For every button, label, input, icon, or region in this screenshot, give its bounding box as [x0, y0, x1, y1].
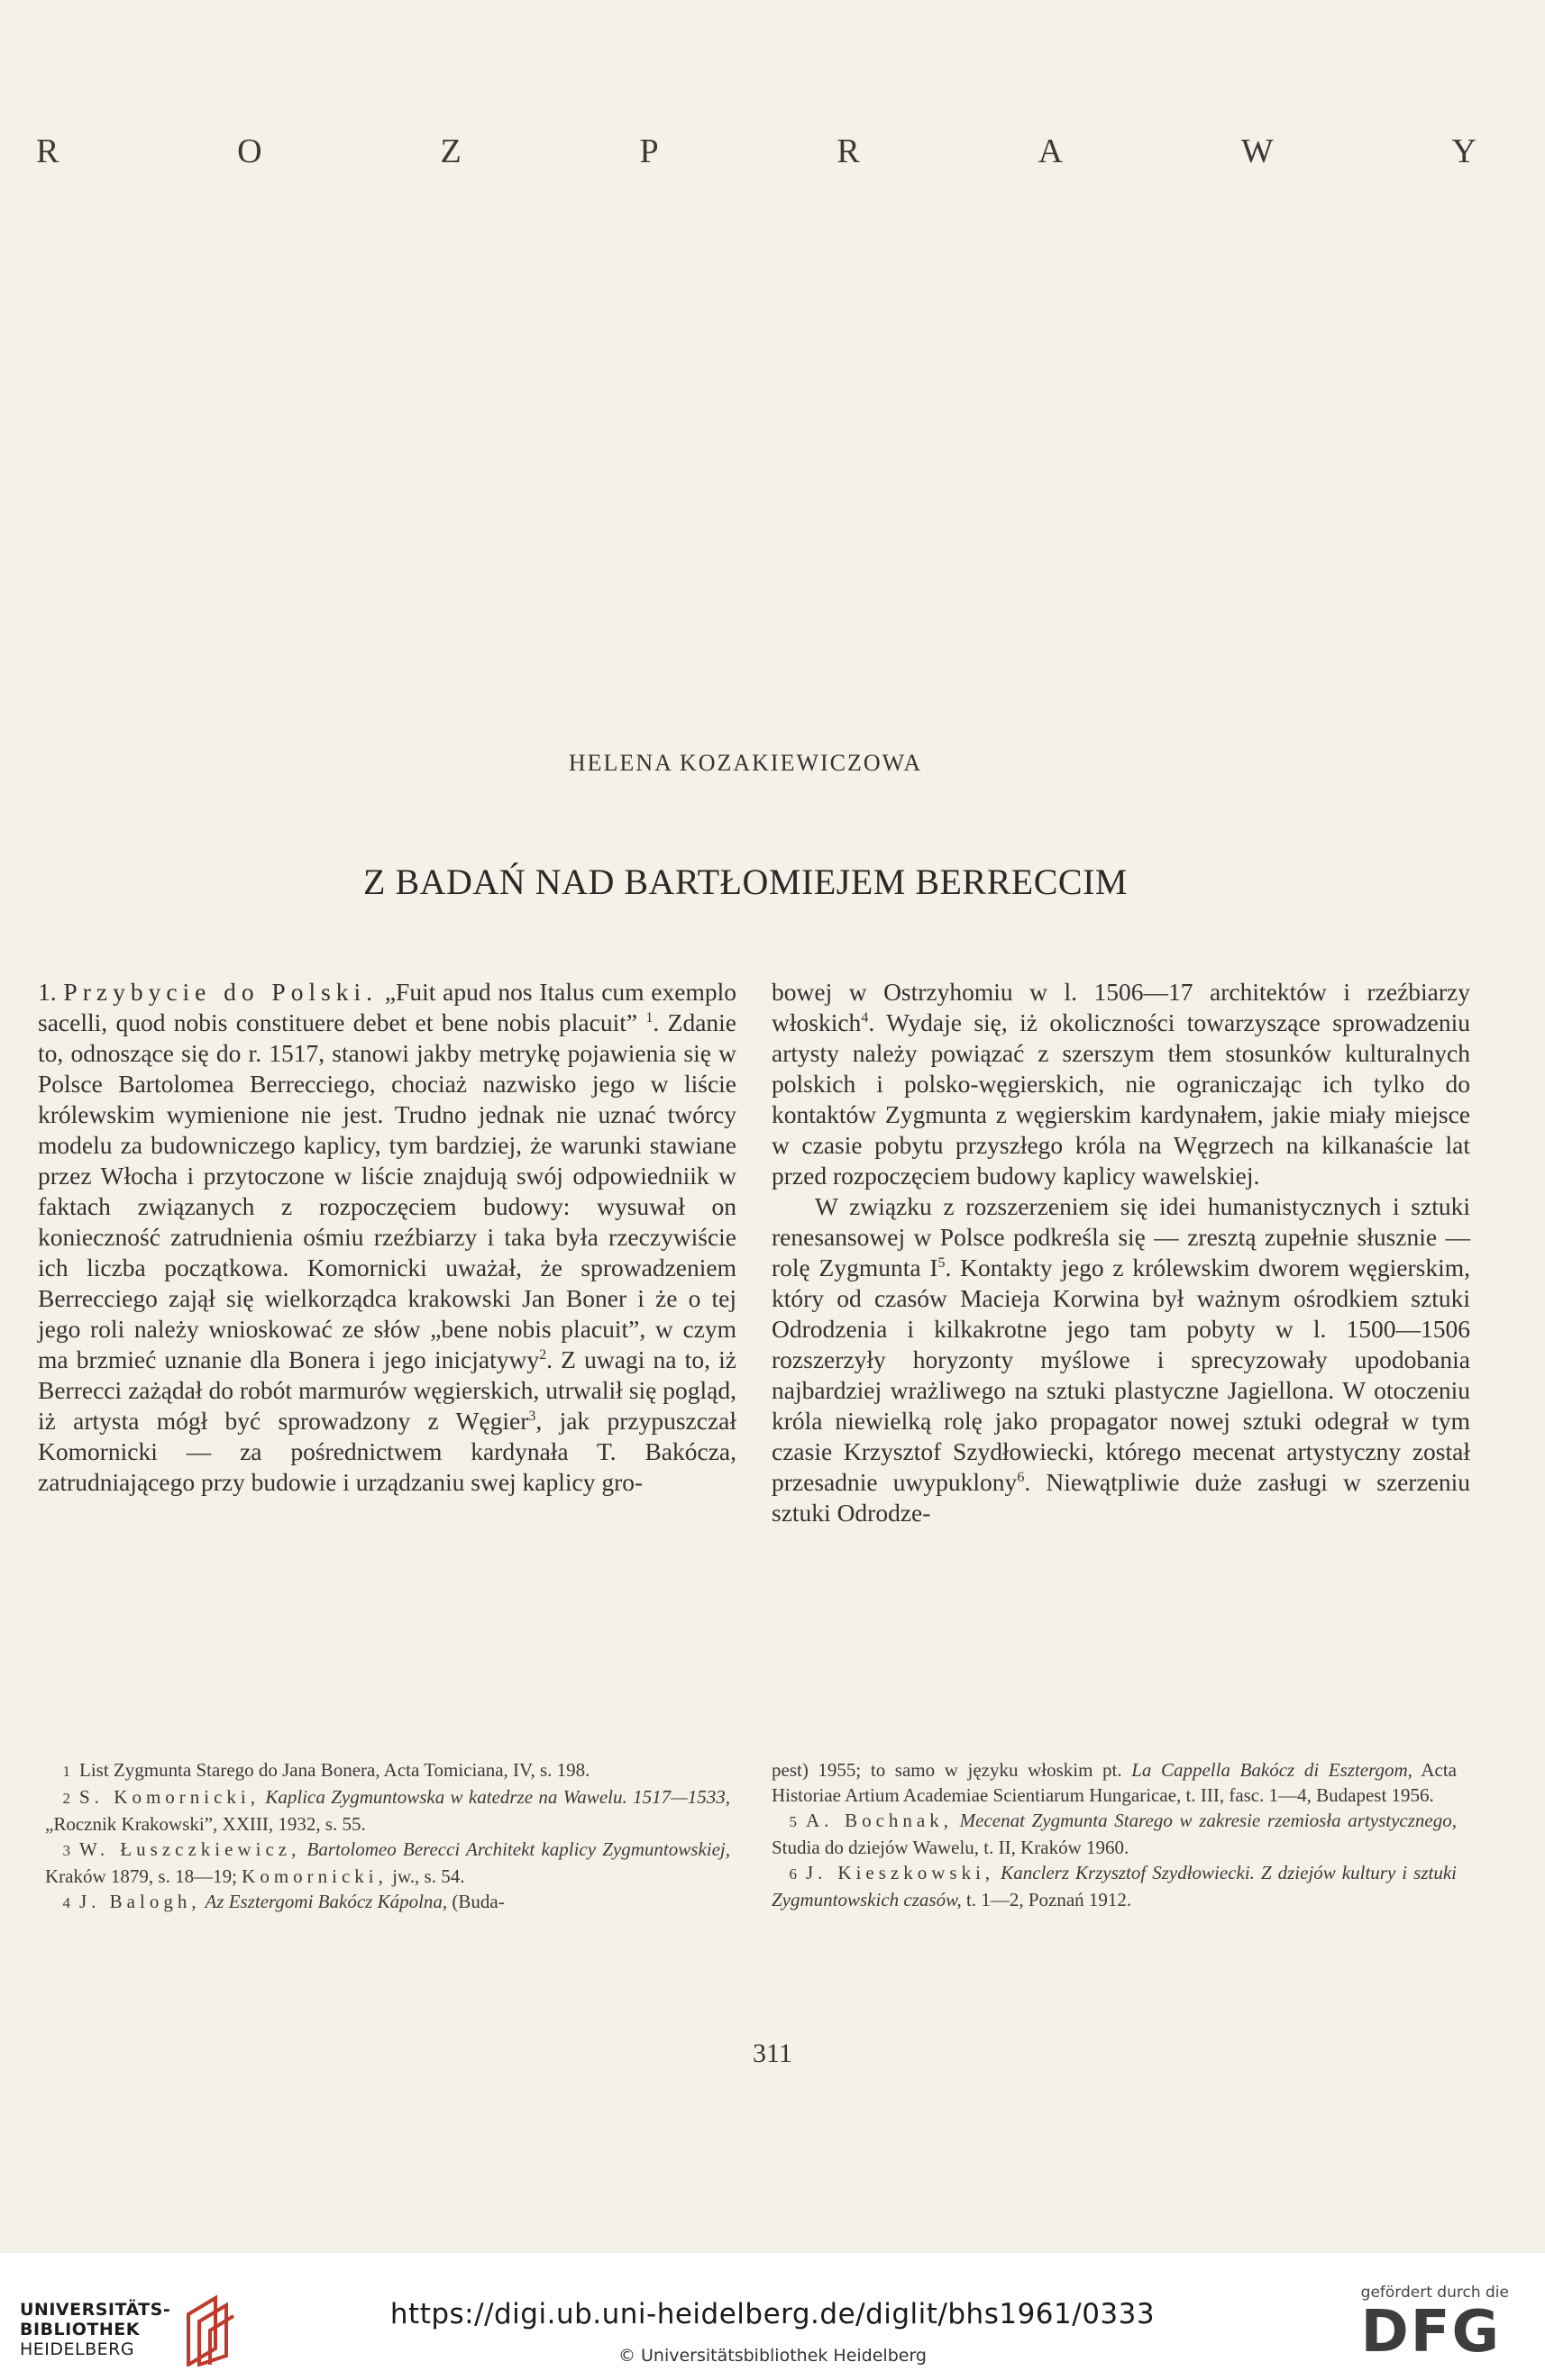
library-name-line: HEIDELBERG	[20, 2339, 135, 2359]
footnotes-right	[772, 1757, 1457, 1912]
header-letter: R	[36, 132, 61, 170]
article-author: HELENA KOZAKIEWICZOWA	[568, 750, 923, 776]
footnote: 1 List Zygmunta Starego do Jana Bonera, Acta Tomiciana, IV, s. 198.	[62, 1759, 590, 1781]
header-letter: R	[836, 132, 862, 170]
paragraph: W związku z rozszerzeniem się idei humanistycznych i sztuki renesansowej w Polsce podkreśla się — zresztą zupełnie słusznie — rolę Zygmunta $I^5$. Kontakty jego z królewskim dworem węgierskim, który od czasów Macieja Korwina był ważnym ośrodkiem sztuki Odrodzenia i kilkakrotne jego tam pobyty w l. 1500—1506 rozszerzyły horyzonty myślowe i sprecyzowały upodobania najbardziej wrażliwego na sztuki plastyczne Jagiellona. W otoczeniu króla niewielką rolę jako propagator nowej sztuki odegrał w tym czasie Krzysztof Szydłowiecki, którego mecenat artystyczny został przesadnie uwypuklony$^6$. Niewątpliwie duże zasługi w szerzeniu sztuki Odrodze-	[772, 1192, 1470, 1527]
footnote: 3 W. Łuszczkiewicz, Bartolomeo Berecci Architekt kaplicy Zygmuntowskiej, Kraków 1879, s. 18—19; Komornicki, jw., s. 54.	[45, 1838, 731, 1887]
dfg-wordmark: DFG	[1360, 2299, 1502, 2366]
footnote-ref[interactable]: 1	[645, 1009, 654, 1026]
copyright-notice: © Universitätsbibliothek Heidelberg	[617, 2346, 927, 2366]
text-column-right	[772, 977, 1470, 1528]
paragraph: 1. Przybycie do Polski. „Fuit apud nos Italus cum exemplo sacelli, quod nobis constituere debet et bene nobis placuit” $^1$. Zdanie to, odnoszące się do r. 1517, stanowi jakby metrykę pojawienia się w Polsce Bartolomea Berrecciego, chociaż nazwisko jego w liście królewskim wymienione nie jest. Trudno jednak nie uznać twórcy modelu za budowniczego kaplicy, tym bardziej, że warunki stawiane przez Włocha i przytoczone w liście znajdują swój odpowiedniik w faktach związanych z rozpoczęciem budowy: wysuwał on konieczność zatrudnienia ośmiu rzeźbiarzy i taka była rzeczywiście ich liczba początkowa. Komornicki uważał, że sprowadzeniem Berrecciego zajął się wielkorządca krakowski Jan Boner i że o tej jego roli należy wnioskować ze słów „bene nobis placuit”, w czym ma brzmieć uznanie dla Bonera i jego inicjatywy$^2$. Z uwagi na to, iż Berrecci zażądał do robót marmurów węgierskich, utrwalił się pogląd, iż artysta mógł być sprowadzony z Węgier$^3$, jak przypuszczał Komornicki — za pośrednictwem kardynała T. Bakócza, zatrudniającego przy budowie i urządzaniu swej kaplicy gro-	[38, 978, 737, 1496]
footnote-ref[interactable]: 5	[937, 1254, 946, 1271]
footnote-ref[interactable]: 6	[1017, 1469, 1025, 1485]
header-letter: Y	[1451, 132, 1478, 170]
footnote: 2 S. Komornicki, Kaplica Zygmuntowska w katedrze na Wawelu. 1517—1533, „Rocznik Krakowski”, XXIII, 1932, s. 55.	[45, 1786, 730, 1835]
permalink-url[interactable]: https://digi.ub.uni-heidelberg.de/diglit/bhs1961/0333	[389, 2298, 1156, 2330]
footnote-ref[interactable]: 3	[528, 1408, 536, 1424]
paragraph: bowej w Ostrzyhomiu w l. 1506—17 architektów i rzeźbiarzy włoskich$^4$. Wydaje się, iż okoliczności towarzyszące sprowadzeniu artysty należy powiązać z szerszym tłem stosunków kulturalnych polskich i polsko-węgierskich, nie ograniczając ich tylko do kontaktów Zygmunta z węgierskim kardynałem, jakie miały miejsce w czasie pobytu przyszłego króla na Węgrzech na kilkanaście lat przed rozpoczęciem budowy kaplicy wawelskiej.	[772, 978, 1470, 1190]
funding-note: gefördert durch die	[1360, 2284, 1509, 2302]
footnote-ref[interactable]: 2	[539, 1346, 547, 1363]
header-letter: A	[1038, 132, 1065, 170]
section-heading: Przybycie do Polski.	[63, 978, 379, 1006]
footnote: pest) 1955; to samo w języku włoskim pt. La Cappella Bakócz di Esztergom, Acta Historiae Artium Academiae Scientiarum Hungaricae, t. III, fasc. 1—4, Budapest 1956.	[772, 1759, 1457, 1806]
viewer-footer	[0, 2253, 1545, 2380]
header-letter: W	[1240, 132, 1275, 170]
page-number: 311	[753, 2038, 792, 2068]
library-name-line: UNIVERSITÄTS-	[20, 2300, 171, 2320]
footnote-ref[interactable]: 4	[861, 1009, 869, 1026]
dfg-logo[interactable]	[1360, 2284, 1509, 2366]
header-letter: Z	[440, 132, 463, 170]
text-column-left	[38, 977, 736, 1498]
footnote: 6 J. Kieszkowski, Kanclerz Krzysztof Szydłowiecki. Z dziejów kultury i sztuki Zygmuntowskich czasów, t. 1—2, Poznań 1912.	[772, 1862, 1457, 1910]
header-letter: O	[237, 132, 264, 170]
library-name-line: BIBLIOTHEK	[20, 2320, 140, 2339]
footnote: 4 J. Balogh, Az Esztergomi Bakócz Kápolna, (Buda-	[62, 1891, 505, 1912]
article-title: Z BADAŃ NAD BARTŁOMIEJEM BERRECCIM	[363, 862, 1128, 902]
footnote: 5 A. Bochnak, Mecenat Zygmunta Starego w zakresie rzemiosła artystycznego, Studia do dziejów Wawelu, t. II, Kraków 1960.	[772, 1810, 1457, 1858]
header-letter: P	[639, 132, 661, 170]
section-header	[36, 132, 1478, 171]
footnotes-left	[45, 1757, 730, 1916]
